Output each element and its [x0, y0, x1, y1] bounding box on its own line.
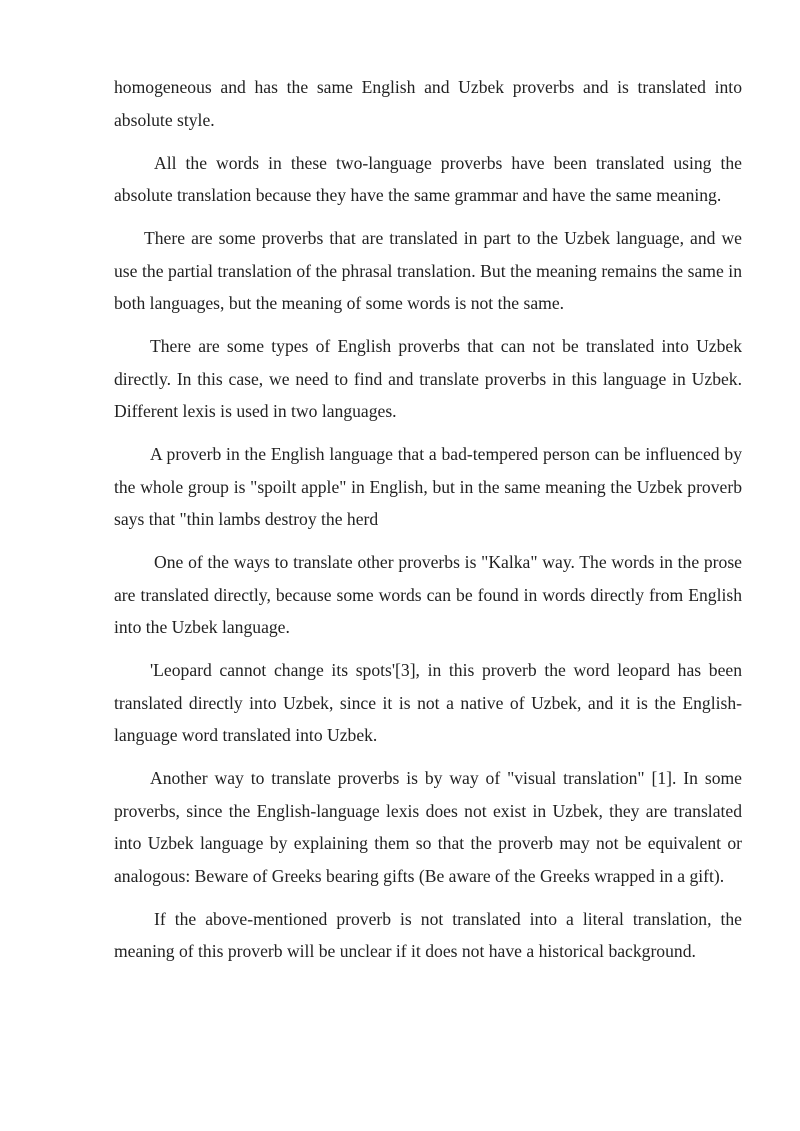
- paragraph-5: A proverb in the English language that a bad-tempered person can be influenced by the whole group is "spoilt apple" in English, but in the same meaning the Uzbek proverb says that "thin lambs destroy the herd: [114, 444, 742, 529]
- paragraph-6: One of the ways to translate other proverbs is "Kalka" way. The words in the prose are translated directly, because some words can be found in words directly from English into the Uzbek language.: [114, 552, 742, 637]
- paragraph-2: All the words in these two-language proverbs have been translated using the absolute translation because they have the same grammar and have the same meaning.: [114, 152, 742, 205]
- paragraph-8: Another way to translate proverbs is by way of "visual translation" [1]. In some proverbs, since the English-language lexis does not exist in Uzbek, they are translated into Uzbek language by explaining them so that the proverb may not be equivalent or analogous: Beware of Greeks bearing gifts (Be aware of the Greeks wrapped in a gift).: [114, 768, 742, 886]
- paragraph-3: There are some proverbs that are translated in part to the Uzbek language, and we use the partial translation of the phrasal translation. But the meaning remains the same in both languages, but the meaning of some words is not the same.: [114, 228, 742, 313]
- document-body: [114, 71, 742, 978]
- paragraph-9: If the above-mentioned proverb is not translated into a literal translation, the meaning of this proverb will be unclear if it does not have a historical background.: [114, 908, 742, 961]
- paragraph-1: homogeneous and has the same English and Uzbek proverbs and is translated into absolute style.: [114, 77, 742, 130]
- paragraph-7: 'Leopard cannot change its spots'[3], in this proverb the word leopard has been translated directly into Uzbek, since it is not a native of Uzbek, and it is the English-language word translated into Uzbek.: [114, 660, 742, 745]
- paragraph-4: There are some types of English proverbs that can not be translated into Uzbek directly. In this case, we need to find and translate proverbs in this language in Uzbek. Different lexis is used in two languages.: [114, 336, 742, 421]
